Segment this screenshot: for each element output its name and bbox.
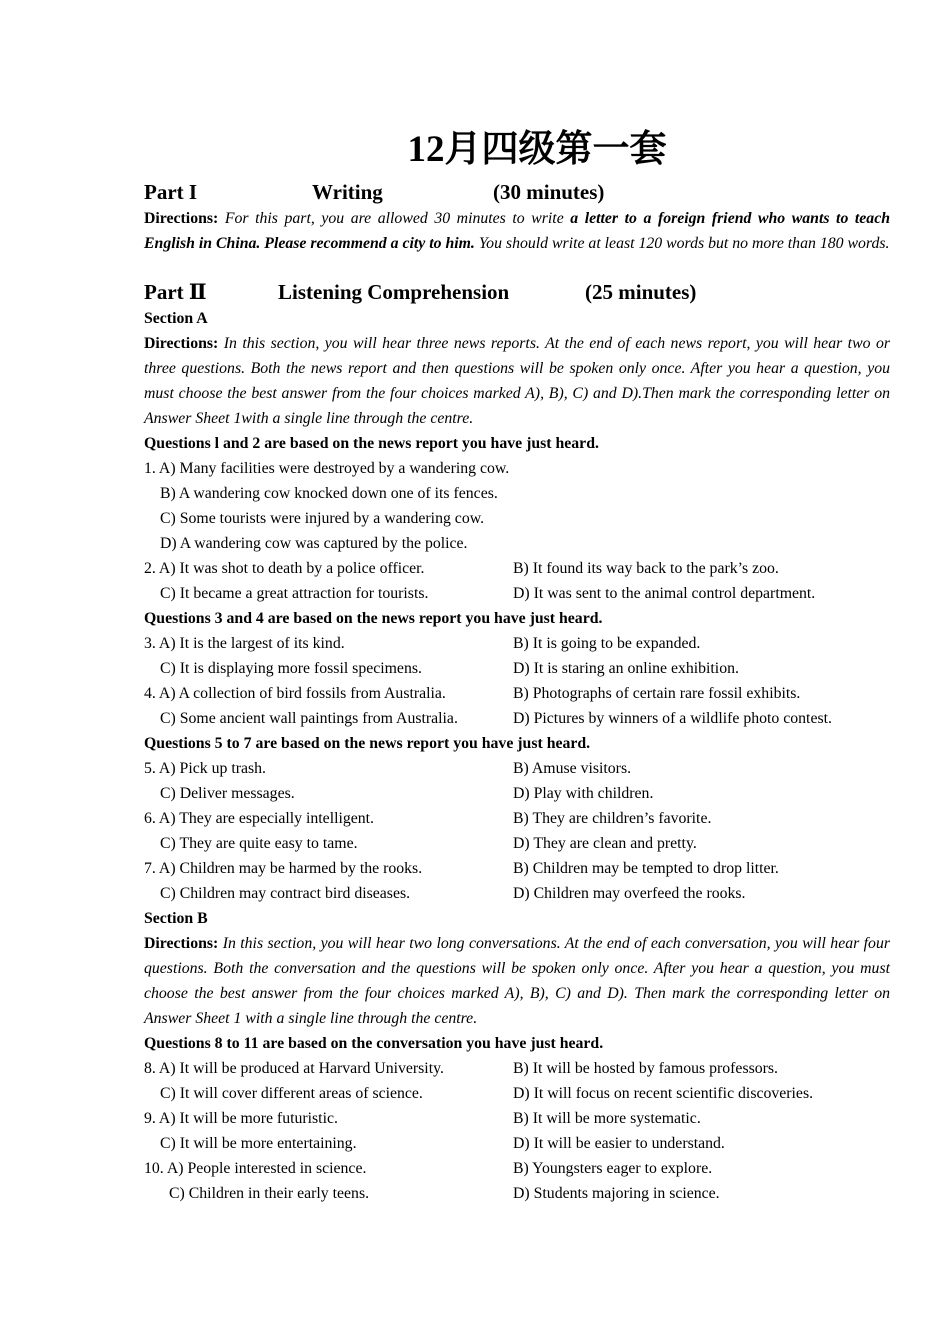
q5-row-1 xyxy=(144,756,890,781)
part1-time: (30 minutes) xyxy=(493,180,605,204)
q4-row-1 xyxy=(144,681,890,706)
q6-row-1 xyxy=(144,806,890,831)
q8-option-b: B) It will be hosted by famous professors. xyxy=(513,1060,778,1077)
writing-task: a letter to a foreign friend who wants to teach English in China. Please recommend a city to him. xyxy=(144,210,890,252)
part2-time: (25 minutes) xyxy=(585,280,697,304)
q9-row-2 xyxy=(144,1131,890,1156)
q2-row-2 xyxy=(144,581,890,606)
q9-row-1 xyxy=(144,1106,890,1131)
directions-label: Directions: xyxy=(144,935,219,952)
part2-name: Listening Comprehension xyxy=(278,280,510,304)
question-group-3: Questions 5 to 7 are based on the news report you have just heard. xyxy=(144,735,591,752)
q1-option-a: 1. A) Many facilities were destroyed by a wandering cow. xyxy=(144,460,510,477)
spacer xyxy=(144,256,890,278)
q2-option-d: D) It was sent to the animal control department. xyxy=(513,585,816,602)
directions-label: Directions: xyxy=(144,335,219,352)
q6-option-c: C) They are quite easy to tame. xyxy=(160,835,358,852)
part1-heading xyxy=(144,178,890,206)
q4-option-c: C) Some ancient wall paintings from Australia. xyxy=(160,710,458,727)
q6-option-b: B) They are children’s favorite. xyxy=(513,810,712,827)
question-group-4: Questions 8 to 11 are based on the conversation you have just heard. xyxy=(144,1035,604,1052)
directions-text-1: For this part, you are allowed 30 minutes to write xyxy=(224,210,564,227)
part1-name: Writing xyxy=(312,180,383,204)
q9-option-d: D) It will be easier to understand. xyxy=(513,1135,725,1152)
part2-label: Part Ⅱ xyxy=(144,280,207,304)
q10-row-2 xyxy=(144,1181,890,1206)
q5-option-c: C) Deliver messages. xyxy=(160,785,295,802)
q5-option-a: 5. A) Pick up trash. xyxy=(144,760,266,777)
q3-row-2 xyxy=(144,656,890,681)
exam-content xyxy=(144,122,890,1206)
q4-option-a: 4. A) A collection of bird fossils from Australia. xyxy=(144,685,446,702)
section-b-title: Section B xyxy=(144,910,208,927)
q2-row-1 xyxy=(144,556,890,581)
q3-option-b: B) It is going to be expanded. xyxy=(513,635,701,652)
directions-label: Directions: xyxy=(144,210,219,227)
directions-text: In this section, you will hear three news reports. At the end of each news report, you will hear two or three questions. Both the news report and then questions will be spoken only once. After you hear a question, you must choose the best answer from the four choices marked A), B), C) and D).Then mark the corresponding letter on Answer Sheet 1with a single line through the centre. xyxy=(144,335,890,427)
q2-option-b: B) It found its way back to the park’s zoo. xyxy=(513,560,779,577)
q3-row-1 xyxy=(144,631,890,656)
q9-option-b: B) It will be more systematic. xyxy=(513,1110,701,1127)
q1-option-b: B) A wandering cow knocked down one of its fences. xyxy=(160,485,498,502)
directions-text: In this section, you will hear two long conversations. At the end of each conversation, you will hear four questions. Both the conversation and the questions will be spoken only once. After you hear a question, you must choose the best answer from the four choices marked A), B), C) and D). Then mark the corresponding letter on Answer Sheet 1 with a single line through the centre. xyxy=(144,935,890,1027)
q4-row-2 xyxy=(144,706,890,731)
section-b-directions xyxy=(144,931,890,1031)
q2-option-c: C) It became a great attraction for tourists. xyxy=(160,585,429,602)
q4-option-b: B) Photographs of certain rare fossil exhibits. xyxy=(513,685,801,702)
page-title: 12月四级第一套 xyxy=(407,129,667,170)
q7-option-c: C) Children may contract bird diseases. xyxy=(160,885,411,902)
q9-option-a: 9. A) It will be more futuristic. xyxy=(144,1110,338,1127)
part2-heading xyxy=(144,278,890,306)
q1-option-c: C) Some tourists were injured by a wandering cow. xyxy=(160,510,485,527)
q8-option-d: D) It will focus on recent scientific discoveries. xyxy=(513,1085,814,1102)
q10-option-b: B) Youngsters eager to explore. xyxy=(513,1160,713,1177)
q7-row-1 xyxy=(144,856,890,881)
q10-option-a: 10. A) People interested in science. xyxy=(144,1160,367,1177)
q7-option-a: 7. A) Children may be harmed by the rooks. xyxy=(144,860,423,877)
q8-option-c: C) It will cover different areas of science. xyxy=(160,1085,423,1102)
part1-label: Part I xyxy=(144,180,198,204)
section-a-title: Section A xyxy=(144,310,208,327)
q5-row-2 xyxy=(144,781,890,806)
q7-option-b: B) Children may be tempted to drop litter. xyxy=(513,860,779,877)
q3-option-d: D) It is staring an online exhibition. xyxy=(513,660,739,677)
q10-row-1 xyxy=(144,1156,890,1181)
q6-option-d: D) They are clean and pretty. xyxy=(513,835,697,852)
directions-text-2: You should write at least 120 words but no more than 180 words. xyxy=(478,235,890,252)
q10-option-c: C) Children in their early teens. xyxy=(169,1185,370,1202)
q4-option-d: D) Pictures by winners of a wildlife photo contest. xyxy=(513,710,832,727)
q6-row-2 xyxy=(144,831,890,856)
q10-option-d: D) Students majoring in science. xyxy=(513,1185,720,1202)
q5-option-b: B) Amuse visitors. xyxy=(513,760,632,777)
q9-option-c: C) It will be more entertaining. xyxy=(160,1135,357,1152)
q2-option-a: 2. A) It was shot to death by a police officer. xyxy=(144,560,425,577)
q3-option-c: C) It is displaying more fossil specimens. xyxy=(160,660,422,677)
question-group-1: Questions l and 2 are based on the news report you have just heard. xyxy=(144,435,599,452)
section-a-directions xyxy=(144,331,890,431)
q5-option-d: D) Play with children. xyxy=(513,785,654,802)
question-group-2: Questions 3 and 4 are based on the news report you have just heard. xyxy=(144,610,603,627)
q7-option-d: D) Children may overfeed the rooks. xyxy=(513,885,746,902)
q3-option-a: 3. A) It is the largest of its kind. xyxy=(144,635,345,652)
q8-option-a: 8. A) It will be produced at Harvard University. xyxy=(144,1060,444,1077)
q8-row-1 xyxy=(144,1056,890,1081)
q8-row-2 xyxy=(144,1081,890,1106)
q6-option-a: 6. A) They are especially intelligent. xyxy=(144,810,375,827)
q1-option-d: D) A wandering cow was captured by the police. xyxy=(160,535,468,552)
part1-directions xyxy=(144,206,890,256)
q7-row-2 xyxy=(144,881,890,906)
